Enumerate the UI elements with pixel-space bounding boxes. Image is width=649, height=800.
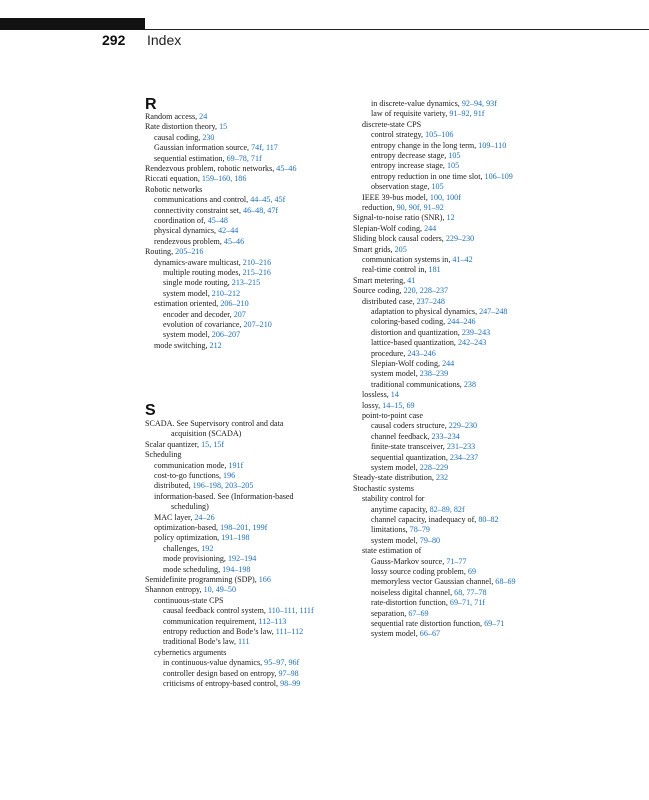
index-entry [353,286,448,296]
index-term: in continuous-value dynamics, [163,658,265,668]
index-term: state estimation of [362,546,422,556]
index-entry [145,289,240,299]
page-reference-link[interactable]: 166 [258,575,271,584]
index-entry [353,567,476,577]
index-term: traditional communications, [371,379,464,389]
index-term: sequential rate distortion function, [371,619,485,628]
index-entry [145,575,271,585]
index-entry [145,648,226,658]
page-reference-link[interactable]: 15 [219,122,228,132]
index-entry [353,224,436,234]
index-term: traditional Bode’s law, [163,637,239,647]
page-reference-link[interactable]: 68–69 [495,577,516,587]
page-reference-link[interactable]: 205–216 [175,247,204,257]
page-reference-link[interactable]: 44–45, 45f [250,195,286,205]
index-entry [353,401,415,411]
index-term: lattice-based quantization, [371,338,458,348]
page-reference-link[interactable]: 12 [446,213,455,223]
page-reference-link[interactable]: 69 [467,567,476,576]
index-entry [353,546,421,556]
index-term: cost-to-go functions, [154,471,224,480]
index-entry [145,429,241,439]
index-term: Semidefinite programming (SDP), [145,575,259,584]
page-reference-link[interactable]: 97–98 [278,668,299,678]
index-term: causal feedback control system, [163,606,268,616]
index-term: causal coding, [154,132,203,142]
page-reference-link[interactable]: 111–112 [275,627,304,636]
index-term: memoryless vector Gaussian channel, [371,577,496,587]
index-term: Signal-to-noise ratio (SNR), [353,213,447,223]
index-term: reduction, [362,203,397,212]
index-term: adaptation to physical dynamics, [371,307,480,316]
page-reference-link[interactable]: 100, 100f [429,192,461,202]
index-term: cybernetics arguments [154,647,227,657]
index-entry [353,234,474,244]
index-term: multiple routing modes, [163,268,243,277]
index-entry [145,617,286,627]
index-entry [145,195,285,205]
index-term: control strategy, [371,130,426,140]
index-entry [145,122,227,132]
page-reference-link[interactable]: 213–215 [231,278,261,288]
index-term: Rendezvous problem, robotic networks, [145,164,277,173]
page-reference-link[interactable]: 232 [435,473,449,483]
index-entry [145,164,297,174]
page-reference-link[interactable]: 233–234 [431,431,460,441]
page-reference-link[interactable]: 112–113 [258,616,287,626]
index-term: acquisition (SCADA) [171,429,242,439]
index-term: lossless, [362,390,391,400]
index-entry [145,268,271,278]
index-term: noiseless digital channel, [371,587,455,597]
index-term: law of requisite variety, [371,109,450,119]
index-entry [353,141,506,151]
index-entry [145,585,236,595]
index-term: Slepian-Wolf coding, [371,359,443,368]
page-reference-link[interactable]: 212 [209,340,222,350]
index-entry [353,557,467,567]
page-reference-link[interactable]: 210–212 [211,288,241,298]
index-term: controller design based on entropy, [163,668,279,678]
index-entry [353,442,475,452]
index-term: sequential quantization, [371,452,450,462]
index-term: distributed case, [362,296,417,306]
index-term: Source coding, [353,286,404,296]
index-entry [145,154,262,164]
page-reference-link[interactable]: 14–15, 69 [382,400,415,410]
index-entry [145,112,207,122]
page-reference-link[interactable]: 207–210 [243,320,272,329]
index-entry [145,679,300,689]
page-reference-link[interactable]: 95–97, 96f [264,658,300,668]
index-term: connectivity constraint set, [154,205,244,215]
index-entry [353,453,478,463]
index-term: MAC layer, [154,512,195,522]
page-reference-link[interactable]: 90, 90f, 91–92 [396,203,444,212]
page-reference-link[interactable]: 66–67 [419,629,441,639]
page-reference-link[interactable]: 98–99 [280,679,301,688]
page-reference-link[interactable]: 220, 228–237 [403,286,449,296]
page-reference-link[interactable]: 15, 15f [201,439,225,449]
page-number: 292 [102,32,126,48]
index-term: entropy reduction and Bode’s law, [163,627,276,636]
page-reference-link[interactable]: 79–80 [419,535,441,545]
index-entry [145,513,215,523]
index-entry [145,669,299,679]
index-term: Gauss-Markov source, [371,556,447,566]
index-term: channel feedback, [371,431,432,441]
index-term: finite-state transceiver, [371,442,447,452]
index-entry [353,536,440,546]
index-entry [353,307,507,317]
index-term: observation stage, [371,182,432,192]
index-term: procedure, [371,348,408,358]
index-entry [145,481,253,491]
index-entry [353,525,430,535]
index-entry [353,349,436,359]
page-reference-link[interactable]: 191f [228,460,244,470]
index-term: SCADA. See Supervisory control and data [145,419,284,428]
index-term: policy optimization, [154,533,222,543]
index-entry [145,310,246,320]
page-reference-link[interactable]: 181 [428,265,441,275]
index-entry [353,484,414,494]
page-reference-link[interactable]: 69–71 [484,619,505,628]
page-reference-link[interactable]: 205 [394,244,407,254]
index-entry [353,193,461,203]
index-entry [145,637,250,647]
index-entry [145,606,314,616]
page-reference-link[interactable]: 247–248 [479,307,508,316]
page-reference-link[interactable]: 74f, 117 [251,143,278,153]
index-term: anytime capacity, [371,504,430,514]
index-term: Scheduling [145,450,182,460]
index-entry [353,505,465,515]
index-term: Smart metering, [353,275,408,285]
page-reference-link[interactable]: 244–246 [447,317,476,327]
page-reference-link[interactable]: 71–77 [446,556,467,566]
index-entry [145,133,214,143]
page-reference-link[interactable]: 210–216 [242,257,272,267]
index-term: continuous-state CPS [154,595,224,605]
index-term: Shannon entropy, [145,585,204,595]
index-term: entropy reduction in one time slot, [371,171,485,181]
index-term: IEEE 39-bus model, [362,192,430,202]
index-entry [145,544,213,554]
index-entry [145,471,235,481]
index-entry [353,473,448,483]
index-entry [353,317,476,327]
page-reference-link[interactable]: 207 [233,309,246,319]
page-reference-link[interactable]: 230 [202,132,215,142]
index-entry [145,185,202,195]
page-reference-link[interactable]: 41–42 [452,255,473,264]
index-entry [145,461,243,471]
page-reference-link[interactable]: 45–48 [207,216,228,225]
index-term: criticisms of entropy-based control, [163,679,281,688]
index-term: separation, [371,608,409,618]
page-reference-link[interactable]: 229–230 [448,421,478,431]
page-reference-link[interactable]: 78–79 [409,525,430,535]
page-reference-link[interactable]: 69–71, 71f [449,598,485,608]
index-entry [145,627,303,637]
index-term: encoder and decoder, [163,309,234,319]
index-entry [145,523,267,533]
page-reference-link[interactable]: 237–248 [416,296,445,306]
index-term: real-time control in, [362,265,429,275]
page-reference-link[interactable]: 10, 49–50 [203,585,236,595]
index-entry [353,369,448,379]
page-reference-link[interactable]: 194–198 [222,564,251,574]
index-entry [353,463,448,473]
index-entry [145,299,249,309]
index-entry [353,99,497,109]
page-reference-link[interactable]: 244 [424,223,437,233]
index-term: Slepian-Wolf coding, [353,223,425,233]
index-term: challenges, [163,543,202,553]
page-reference-link[interactable]: 215–216 [242,268,271,277]
index-entry [145,237,244,247]
index-entry [353,297,445,307]
index-term: lossy, [362,400,383,410]
page-reference-link[interactable]: 238–239 [419,369,449,379]
index-entry [353,328,490,338]
section-letter-s: S [145,402,156,419]
index-entry [353,182,444,192]
page-reference-link[interactable]: 191–198 [221,533,250,543]
index-entry [353,203,444,213]
index-entry [145,440,224,450]
index-term: Stochastic systems [353,483,414,493]
page-reference-link[interactable]: 67–69 [408,608,429,618]
page-reference-link[interactable]: 45–46 [223,236,245,246]
index-term: entropy increase stage, [371,161,447,171]
index-entry [145,596,223,606]
section-letter-r: R [145,96,157,113]
index-entry [145,565,250,575]
page-reference-link[interactable]: 105 [448,151,461,160]
page-reference-link[interactable]: 196–198, 203–205 [192,481,254,491]
index-term: Random access, [145,112,200,121]
page-reference-link[interactable]: 24 [199,112,208,121]
index-term: dynamics-aware multicast, [154,257,243,267]
index-entry [353,609,429,619]
page-reference-link[interactable]: 45–46 [276,164,297,173]
page-reference-link[interactable]: 242–243 [457,338,487,348]
page-reference-link[interactable]: 105–106 [425,130,454,140]
index-entry [145,216,228,226]
index-term: mode switching, [154,340,210,350]
index-term: causal coders structure, [371,421,449,431]
index-entry [353,265,441,275]
index-term: coordination of, [154,216,208,225]
page-reference-link[interactable]: 192–194 [227,554,257,564]
index-term: mode scheduling, [163,564,223,574]
index-term: in discrete-value dynamics, [371,99,462,108]
page-reference-link[interactable]: 46–48, 47f [243,205,279,215]
index-entry [145,450,181,460]
page-reference-link[interactable]: 69–78, 71f [226,153,262,163]
page-reference-link[interactable]: 91–92, 91f [449,109,485,119]
page-reference-link[interactable]: 111 [238,637,250,647]
page-reference-link[interactable]: 110–111, 111f [267,606,314,616]
index-entry [353,629,440,639]
page-reference-link[interactable]: 159–160, 186 [201,174,247,184]
page-reference-link[interactable]: 80–82 [478,515,499,524]
index-entry [353,161,459,171]
page-reference-link[interactable]: 105 [446,161,460,171]
index-term: stability control for [362,494,425,504]
index-entry [353,619,504,629]
index-term: distributed, [154,481,193,491]
index-entry [145,658,299,668]
index-entry [145,206,278,216]
index-term: communication mode, [154,460,229,470]
index-term: mode provisioning, [163,554,228,564]
index-term: system model, [163,288,212,298]
page-reference-link[interactable]: 231–233 [446,442,476,452]
index-term: discrete-state CPS [362,119,422,129]
page-reference-link[interactable]: 105 [431,182,444,192]
index-term: Routing, [145,247,176,257]
index-entry [353,213,455,223]
page-reference-link[interactable]: 41 [407,275,416,285]
index-entry [353,245,407,255]
page-reference-link[interactable]: 238 [463,379,476,389]
running-title: Index [147,32,182,48]
index-entry [145,330,240,340]
index-entry [145,341,222,351]
index-entry [145,320,272,330]
index-term: communication systems in, [362,255,453,264]
index-term: Gaussian information source, [154,143,252,153]
index-term: Sliding block causal coders, [353,234,446,244]
index-term: Steady-state distribution, [353,473,436,483]
index-term: information-based. See (Information-based [154,491,294,501]
page-reference-link[interactable]: 106–109 [484,171,513,181]
page-reference-link[interactable]: 228–229 [419,463,449,472]
page-reference-link[interactable]: 42–44 [218,226,239,236]
index-term: sequential estimation, [154,153,227,163]
index-entry [353,421,477,431]
page-reference-link[interactable]: 109–110 [478,140,507,150]
page-reference-link[interactable]: 243–246 [407,348,436,358]
index-entry [145,258,271,268]
index-term: rendezvous problem, [154,236,224,246]
index-entry [353,588,487,598]
index-entry [353,359,454,369]
page-reference-link[interactable]: 82–89, 82f [429,504,465,514]
index-entry [353,130,453,140]
index-term: Riccati equation, [145,174,202,184]
page-reference-link[interactable]: 244 [442,359,455,368]
index-term: point-to-point case [362,411,423,420]
index-entry [145,278,260,288]
index-entry [353,380,476,390]
page-reference-link[interactable]: 92–94, 93f [461,99,497,108]
index-entry [353,411,423,421]
index-term: system model, [163,330,212,340]
page-reference-link[interactable]: 192 [201,543,214,553]
index-entry [145,226,238,236]
index-entry [353,276,415,286]
index-term: lossy source coding problem, [371,567,468,576]
index-entry [353,598,485,608]
page-reference-link[interactable]: 234–237 [449,452,479,462]
index-term: system model, [371,369,420,379]
page-reference-link[interactable]: 206–207 [211,330,241,340]
index-entry [145,174,246,184]
index-term: Scalar quantizer, [145,439,202,449]
index-entry [145,533,250,543]
page-reference-link[interactable]: 24–26 [194,512,215,522]
index-term: system model, [371,629,420,639]
index-term: distortion and quantization, [371,327,462,337]
index-term: rate-distortion function, [371,598,450,608]
index-term: Smart grids, [353,244,395,254]
index-term: system model, [371,463,420,472]
index-entry [145,492,294,502]
index-term: limitations, [371,525,410,535]
header-bar [0,18,145,30]
index-entry [145,419,283,429]
index-term: communication requirement, [163,616,259,626]
index-term: scheduling) [171,502,209,512]
index-entry [145,502,209,512]
index-term: Robotic networks [145,184,203,194]
index-term: evolution of covariance, [163,320,244,329]
index-term: communications and control, [154,195,251,205]
index-entry [353,109,484,119]
page-reference-link[interactable]: 198–201, 199f [220,523,268,532]
index-entry [353,255,473,265]
index-term: single mode routing, [163,278,232,288]
page-reference-link[interactable]: 196 [223,471,236,480]
index-entry [353,172,513,182]
index-entry [145,554,256,564]
header-rule [145,29,649,30]
index-entry [353,577,516,587]
index-entry [353,432,460,442]
index-entry [353,151,460,161]
index-term: physical dynamics, [154,226,219,236]
index-entry [353,494,425,504]
index-entry [353,515,499,525]
index-term: coloring-based coding, [371,317,448,327]
index-term: entropy change in the long term, [371,140,479,150]
index-term: channel capacity, inadequacy of, [371,515,479,524]
index-entry [353,338,486,348]
page-reference-link[interactable]: 229–230 [445,234,475,244]
page-reference-link[interactable]: 239–243 [461,327,491,337]
index-term: optimization-based, [154,523,221,532]
index-entry [353,120,421,130]
index-term: Rate distortion theory, [145,122,220,132]
index-entry [145,247,203,257]
index-term: estimation oriented, [154,299,221,309]
index-entry [353,390,399,400]
index-entry [145,143,278,153]
page-reference-link[interactable]: 14 [390,390,399,400]
page-reference-link[interactable]: 68, 77–78 [454,587,487,597]
page-reference-link[interactable]: 206–210 [220,299,249,309]
index-term: system model, [371,535,420,545]
index-term: entropy decrease stage, [371,151,449,160]
